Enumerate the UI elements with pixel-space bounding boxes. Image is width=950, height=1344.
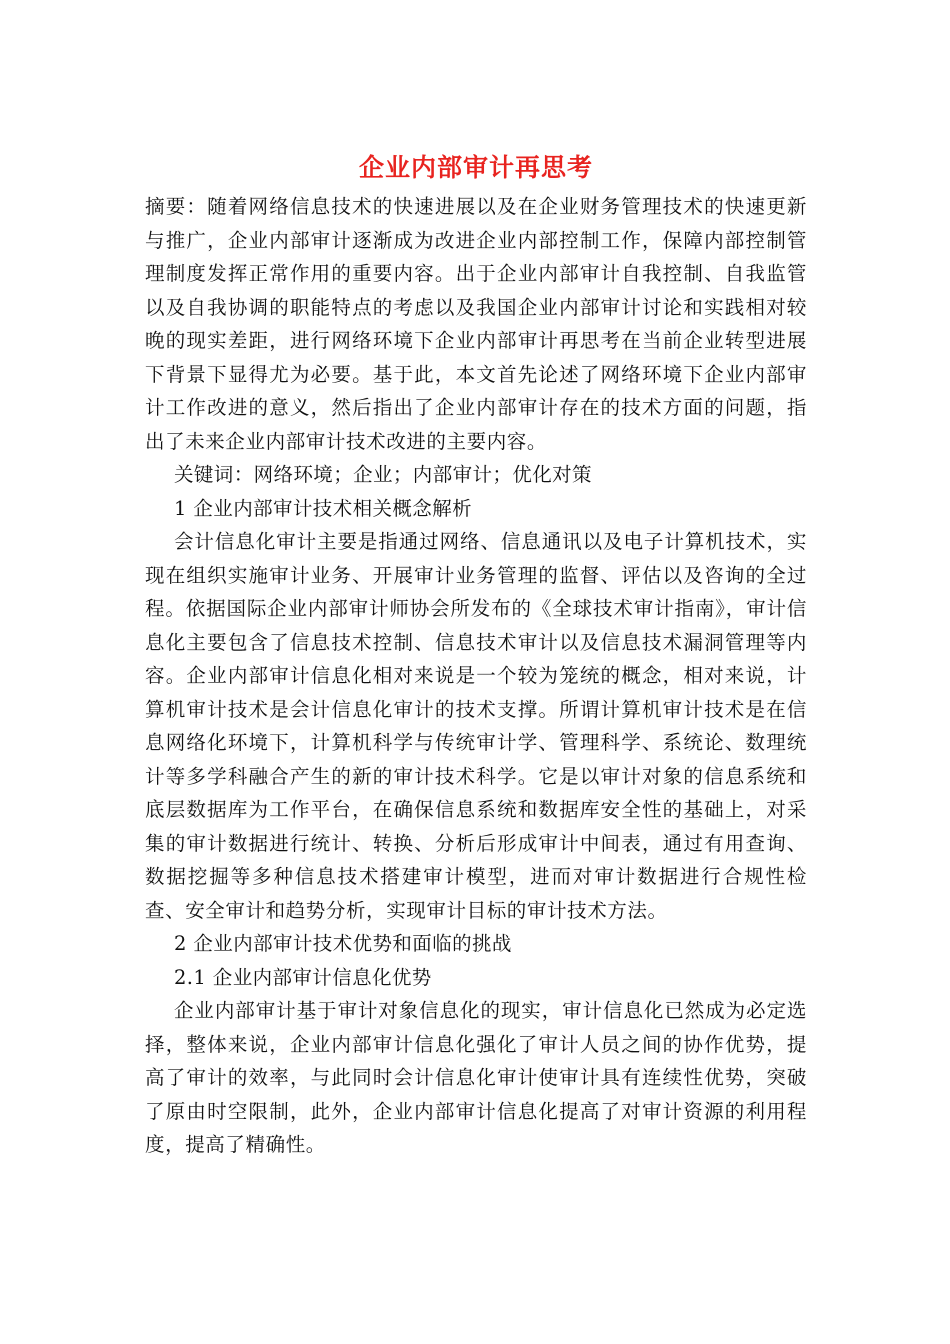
abstract-paragraph: 摘要：随着网络信息技术的快速进展以及在企业财务管理技术的快速更新与推广，企业内部审计逐渐成为改进企业内部控制工作，保障内部控制管理制度发挥正常作用的重要内容。出于企业内部审计自我控制、自我监管以及自我协调的职能特点的考虑以及我国企业内部审计讨论和实践相对较晚的现实差距，进行网络环境下企业内部审计再思考在当前企业转型进展下背景下显得尤为必要。基于此，本文首先论述了网络环境下企业内部审计工作改进的意义，然后指出了企业内部审计存在的技术方面的问题，指出了未来企业内部审计技术改进的主要内容。	[145, 195, 807, 453]
section-2-1-heading: 2.1 企业内部审计信息化优势	[174, 965, 432, 989]
document-page	[145, 148, 807, 1162]
section-1-paragraph: 会计信息化审计主要是指通过网络、信息通讯以及电子计算机技术，实现在组织实施审计业务、开展审计业务管理的监督、评估以及咨询的全过程。依据国际企业内部审计师协会所发布的《全球技术审计指南》，审计信息化主要包含了信息技术控制、信息技术审计以及信息技术漏洞管理等内容。企业内部审计信息化相对来说是一个较为笼统的概念，相对来说，计算机审计技术是会计信息化审计的技术支撑。所谓计算机审计技术是在信息网络化环境下，计算机科学与传统审计学、管理科学、系统论、数理统计等多学科融合产生的新的审计技术科学。它是以审计对象的信息系统和底层数据库为工作平台，在确保信息系统和数据库安全性的基础上，对采集的审计数据进行统计、转换、分析后形成审计中间表，通过有用查询、数据挖掘等多种信息技术搭建审计模型，进而对审计数据进行合规性检查、安全审计和趋势分析，实现审计目标的审计技术方法。	[145, 530, 807, 922]
keywords-line: 关键词：网络环境；企业；内部审计；优化对策	[174, 463, 592, 486]
section-2-heading: 2 企业内部审计技术优势和面临的挑战	[174, 932, 512, 955]
section-1-heading: 1 企业内部审计技术相关概念解析	[174, 496, 473, 520]
section-2-1-paragraph: 企业内部审计基于审计对象信息化的现实，审计信息化已然成为必定选择，整体来说，企业内部审计信息化强化了审计人员之间的协作优势，提高了审计的效率，与此同时会计信息化审计使审计具有连续性优势，突破了原由时空限制，此外，企业内部审计信息化提高了对审计资源的利用程度，提高了精确性。	[145, 999, 807, 1156]
document-title: 企业内部审计再思考	[358, 153, 593, 182]
